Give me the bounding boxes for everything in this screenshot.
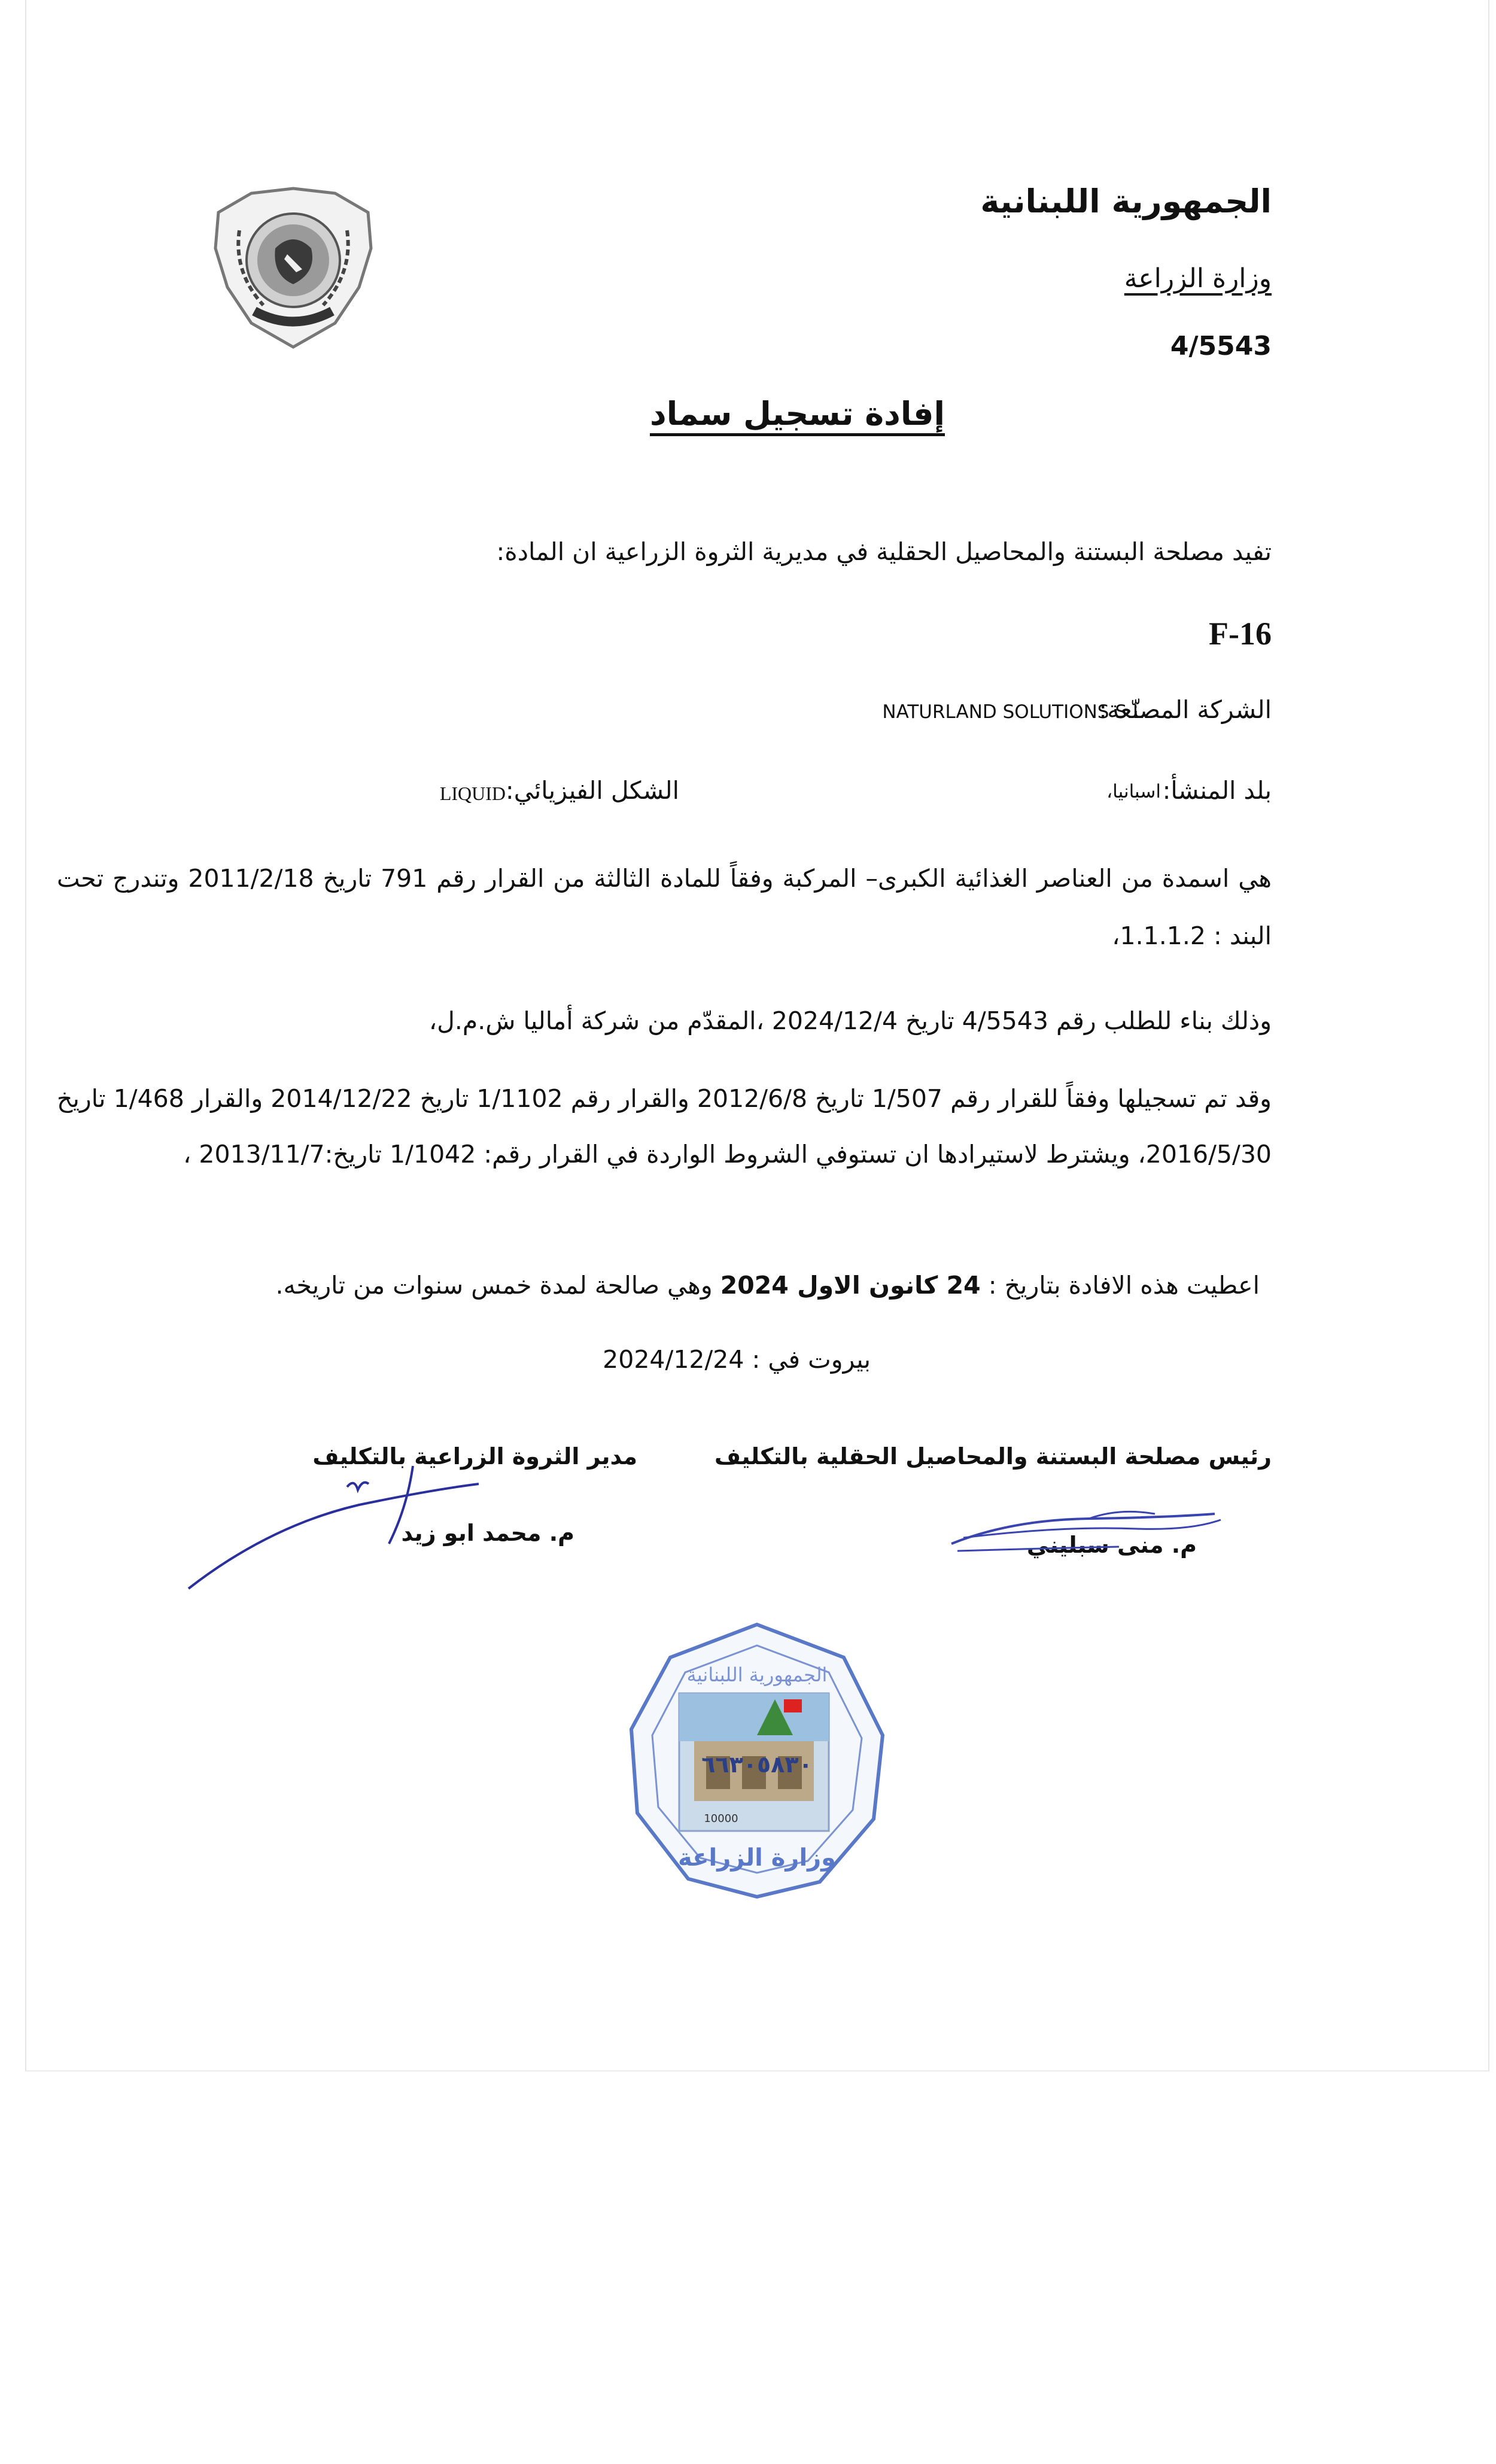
- left-signatory-title: مدير الثروة الزراعية بالتكليف: [312, 1443, 637, 1470]
- left-signature-icon: [180, 1454, 491, 1598]
- document-title: إفادة تسجيل سماد: [650, 395, 945, 433]
- manufacturer-label: الشركة المصنّعة:: [1099, 695, 1272, 724]
- validity-date: 24 كانون الاول 2024: [720, 1271, 981, 1300]
- stamp-ring-text: وزارة الزراعة: [677, 1844, 837, 1872]
- validity-suffix: وهي صالحة لمدة خمس سنوات من تاريخه.: [275, 1271, 713, 1300]
- ministry-logo-icon: [197, 182, 389, 356]
- origin-value: اسبانيا،: [1106, 781, 1161, 802]
- right-signatory-title: رئيس مصلحة البستنة والمحاصيل الحقلية بالتكليف: [714, 1443, 1272, 1470]
- ministry-seal-stamp-icon: [622, 1616, 892, 1903]
- stamp-number: ٦٦٣٠٥٨٣٠: [701, 1751, 813, 1778]
- place-date-value: 2024/12/24: [603, 1345, 744, 1374]
- stamp-value: 10000: [704, 1812, 738, 1825]
- validity-paragraph: [275, 1271, 1260, 1300]
- right-signature-icon: [939, 1496, 1239, 1562]
- left-signatory-name: م. محمد ابو زيد: [401, 1520, 574, 1546]
- description-paragraph: هي اسمدة من العناصر الغذائية الكبرى– المركبة وفقاً للمادة الثالثة من القرار رقم 791 تاريخ 2011/2/18 وتندرج تحت البند : 1.1.1.2،: [57, 864, 1272, 950]
- place-date: [603, 1345, 871, 1374]
- stamp-ring-top-text: الجمهورية اللبنانية: [686, 1663, 828, 1686]
- place-label: بيروت في :: [752, 1345, 871, 1374]
- reference-number: 4/5543: [1170, 331, 1272, 361]
- product-code: F-16: [1209, 616, 1272, 652]
- manufacturer-value: NATURLAND SOLUTIONS S.L.: [882, 701, 1149, 723]
- registration-paragraph: وقد تم تسجيلها وفقاً للقرار رقم 1/507 تاريخ 2012/6/8 والقرار رقم 1/1102 تاريخ 2014/12/22 والقرار 1/468 تاريخ 2016/5/30، ويشترط لاستيرادها ان تستوفي الشروط الواردة في القرار رقم: 1/1042 تاريخ:2013/11/7 ،: [57, 1084, 1272, 1169]
- origin-label: بلد المنشأ:: [1162, 776, 1272, 805]
- request-paragraph: وذلك بناء للطلب رقم 4/5543 تاريخ 2024/12/4 ،المقدّم من شركة أماليا ش.م.ل،: [428, 1006, 1272, 1035]
- ministry-name: وزارة الزراعة: [1124, 263, 1272, 294]
- validity-prefix: اعطيت هذه الافادة بتاريخ :: [988, 1271, 1260, 1300]
- physical-form-label: الشكل الفيزيائي:: [505, 776, 679, 805]
- intro-paragraph: تفيد مصلحة البستنة والمحاصيل الحقلية في مديرية الثروة الزراعية ان المادة:: [496, 537, 1272, 566]
- republic-heading: الجمهورية اللبنانية: [980, 182, 1272, 220]
- right-signatory-name: م. منى سبليني: [1026, 1532, 1197, 1558]
- physical-form-value: LIQUID: [439, 783, 506, 804]
